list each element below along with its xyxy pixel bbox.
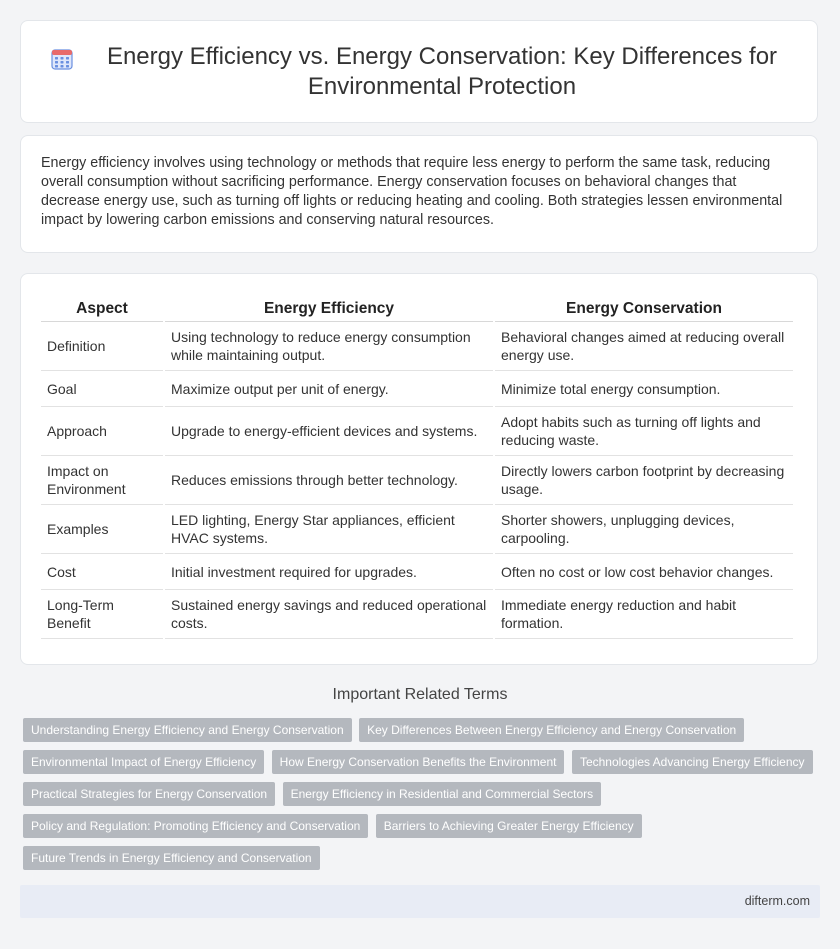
related-term-tag[interactable]: How Energy Conservation Benefits the Environment xyxy=(272,750,565,774)
row-conservation: Shorter showers, unplugging devices, carpooling. xyxy=(495,505,793,554)
row-conservation: Directly lowers carbon footprint by decreasing usage. xyxy=(495,456,793,505)
row-efficiency: Reduces emissions through better technology. xyxy=(165,456,493,505)
intro-text: Energy efficiency involves using technology or methods that require less energy to perform the same task, reducing overall consumption without sacrificing performance. Energy conservation focuses on behavioral changes that decrease energy use, such as turning off lights or reducing heating and cooling. Both strategies lessen environmental impact by lowering carbon emissions and conserving natural resources. xyxy=(41,155,783,228)
page-title: Energy Efficiency vs. Energy Conservation: Key Differences for Environmental Protection xyxy=(106,42,778,100)
table-row xyxy=(41,505,793,554)
row-efficiency: Upgrade to energy-efficient devices and systems. xyxy=(165,407,493,456)
related-term-tag[interactable]: Practical Strategies for Energy Conservation xyxy=(23,782,275,806)
row-efficiency: Maximize output per unit of energy. xyxy=(165,371,493,407)
related-term-tag[interactable]: Key Differences Between Energy Efficiency and Energy Conservation xyxy=(359,718,744,742)
comparison-table xyxy=(39,294,795,639)
table-row xyxy=(41,371,793,407)
comparison-card xyxy=(20,273,818,665)
related-term-tag[interactable]: Environmental Impact of Energy Efficiency xyxy=(23,750,264,774)
row-aspect: Approach xyxy=(41,407,163,456)
header-energy-conservation: Energy Conservation xyxy=(495,294,793,322)
related-terms-list xyxy=(23,718,823,878)
related-term-tag[interactable]: Barriers to Achieving Greater Energy Efficiency xyxy=(376,814,642,838)
table-row xyxy=(41,322,793,371)
row-aspect: Goal xyxy=(41,371,163,407)
title-wrap xyxy=(21,42,817,102)
table-row xyxy=(41,590,793,639)
related-term-tag[interactable]: Technologies Advancing Energy Efficiency xyxy=(572,750,813,774)
row-efficiency: Initial investment required for upgrades. xyxy=(165,554,493,590)
related-term-tag[interactable]: Energy Efficiency in Residential and Commercial Sectors xyxy=(283,782,602,806)
row-conservation: Immediate energy reduction and habit formation. xyxy=(495,590,793,639)
header-aspect: Aspect xyxy=(41,294,163,322)
row-aspect: Impact on Environment xyxy=(41,456,163,505)
table-row xyxy=(41,554,793,590)
header-energy-efficiency: Energy Efficiency xyxy=(165,294,493,322)
row-conservation: Minimize total energy consumption. xyxy=(495,371,793,407)
row-aspect: Examples xyxy=(41,505,163,554)
row-aspect: Cost xyxy=(41,554,163,590)
row-aspect: Definition xyxy=(41,322,163,371)
intro-card xyxy=(20,135,818,253)
row-efficiency: Sustained energy savings and reduced operational costs. xyxy=(165,590,493,639)
title-card xyxy=(20,20,818,123)
row-efficiency: Using technology to reduce energy consumption while maintaining output. xyxy=(165,322,493,371)
related-terms-heading: Important Related Terms xyxy=(332,686,508,703)
row-efficiency: LED lighting, Energy Star appliances, efficient HVAC systems. xyxy=(165,505,493,554)
related-term-tag[interactable]: Policy and Regulation: Promoting Efficiency and Conservation xyxy=(23,814,368,838)
row-conservation: Often no cost or low cost behavior changes. xyxy=(495,554,793,590)
row-aspect: Long-Term Benefit xyxy=(41,590,163,639)
row-conservation: Behavioral changes aimed at reducing overall energy use. xyxy=(495,322,793,371)
related-term-tag[interactable]: Understanding Energy Efficiency and Energy Conservation xyxy=(23,718,352,742)
calendar-grid-icon xyxy=(51,48,73,70)
table-header-row xyxy=(41,294,793,322)
table-row xyxy=(41,407,793,456)
footer xyxy=(20,885,820,918)
site-link[interactable]: difterm.com xyxy=(744,894,810,908)
row-conservation: Adopt habits such as turning off lights and reducing waste. xyxy=(495,407,793,456)
table-row xyxy=(41,456,793,505)
related-term-tag[interactable]: Future Trends in Energy Efficiency and Conservation xyxy=(23,846,320,870)
